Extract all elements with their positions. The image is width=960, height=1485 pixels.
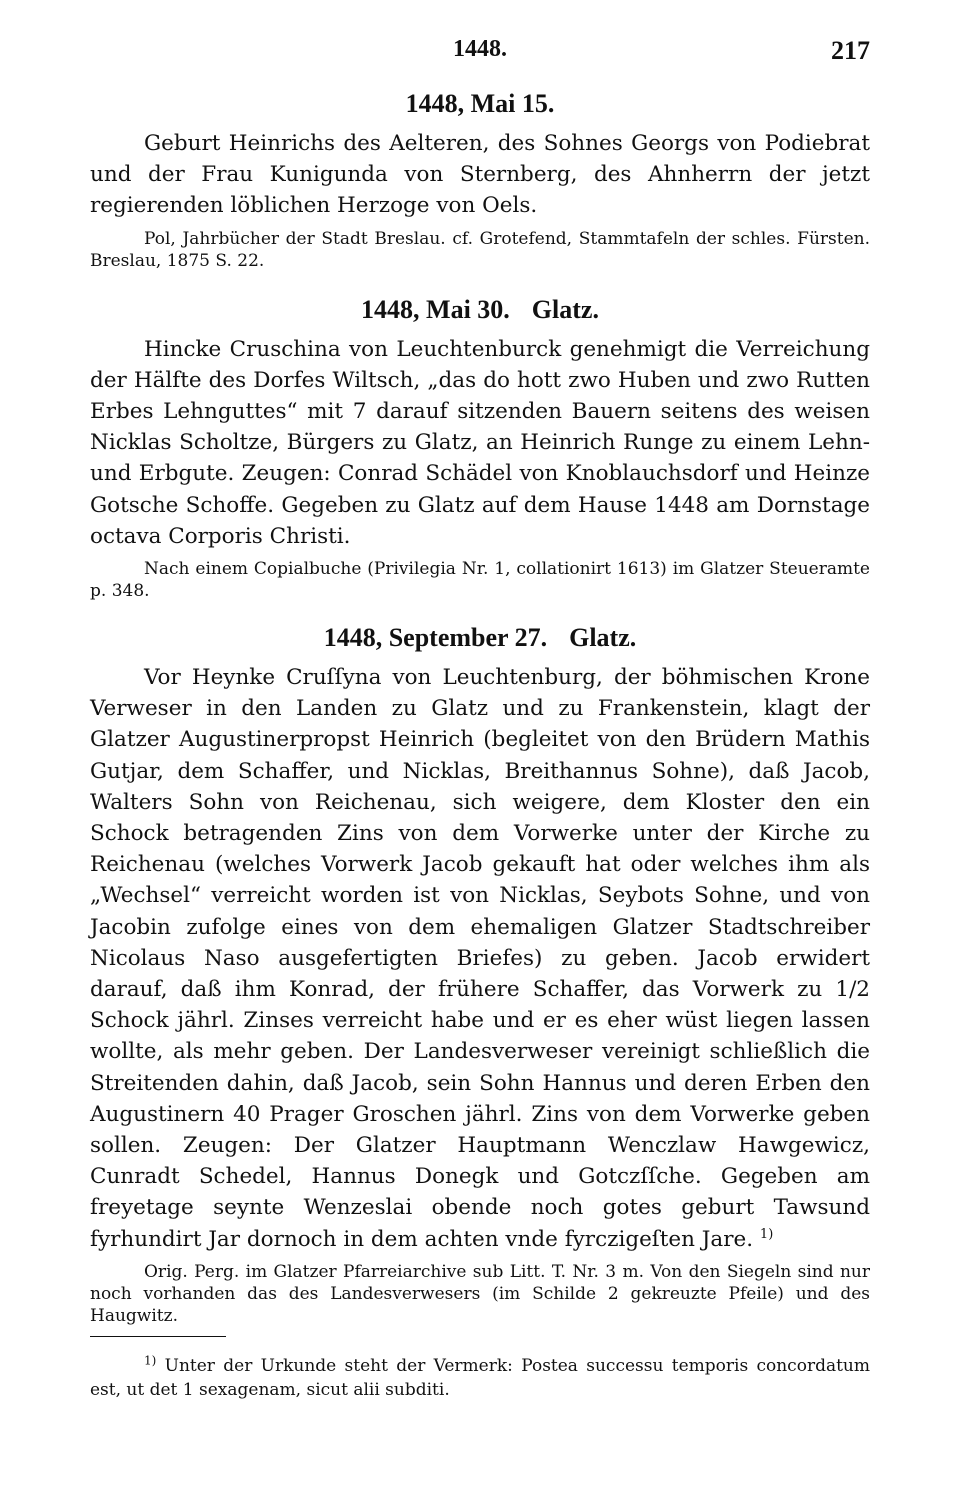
page-number: 217	[831, 36, 870, 65]
footnote-mark: 1)	[144, 1353, 157, 1368]
entry-text-body: Vor Heynke Cruſſyna von Leuchtenburg, der böhmischen Krone Verweser in den Landen zu Glatz und zu Frankenstein, klagt der Glatzer Augustinerpropst Heinrich (begleitet von den Brüdern Mathis Gutjar, dem Schaffer, und Nicklas, Breithannus Sohne), daß Jacob, Walters Sohn von Reichenau, sich weigere, dem Kloster den ein Schock betragenden Zins von dem Vorwerke unter der Kirche zu Reichenau (welches Vorwerk Jacob gekauft hat oder welches ihm als „Wechsel“ verreicht worden ist von Nicklas, Seybots Sohne, und von Jacobin zufolge eines von dem ehemaligen Glatzer Stadtschreiber Nicolaus Naso ausgefertigten Briefes) zu geben. Jacob erwidert darauf, daß ihm Konrad, der frühere Schaffer, das Vorwerk zu 1/2 Schock jährl. Zinses verreicht habe und er es eher wüst liegen lassen wollte, als mehr geben. Der Landesverweser vereinigt schließlich die Streitenden dahin, daß Jacob, sein Sohn Hannus und deren Erben den Augustinern 40 Prager Groschen jährl. Zins von dem Vorwerke geben sollen. Zeugen: Der Glatzer Hauptmann Wenczlaw Hawgewicz, Cunradt Schedel, Hannus Donegk und Gotczſſche. Gegeben am freyetage seynte Wenzeslai obende noch gotes geburt Tawsund fyrhundirt Jar dornoch in dem achten vnde fyrczigeſten Jare.	[90, 665, 870, 1252]
entry-source: Nach einem Copialbuche (Privilegia Nr. 1, collationirt 1613) im Glatzer Steueramte p. 348.	[90, 559, 870, 602]
section-spacer	[90, 602, 870, 622]
entry-place: Glatz.	[531, 294, 599, 324]
entry-place: Glatz.	[569, 623, 637, 653]
footnote	[90, 1354, 870, 1402]
entry-text: Geburt Heinrichs des Aelteren, des Sohnes Georgs von Podiebrat und der Frau Kunigunda von Sternberg, des Ahnherrn der jetzt regierenden löblichen Herzoge von Oels.	[90, 131, 870, 219]
entry-title	[90, 294, 870, 326]
footnote-divider	[90, 1336, 226, 1337]
running-head: 1448.	[453, 36, 507, 62]
entry-1448-mai-15	[90, 88, 870, 272]
entry-date: 1448, Mai 30.	[361, 294, 510, 324]
entry-title	[90, 622, 870, 654]
entry-date: 1448, Mai 15.	[405, 89, 555, 118]
page-header	[90, 36, 870, 72]
entry-source: Orig. Perg. im Glatzer Pfarreiarchive sub Litt. T. Nr. 3 m. Von den Siegeln sind nur noch vorhanden das des Landesverwesers (im Schilde 2 gekreuzte Pfeile) und des Haugwitz.	[90, 1261, 870, 1326]
footnote-text: Unter der Urkunde steht der Vermerk: Postea successu temporis concordatum est, ut det 1 sexagenam, sicut alii subditi.	[90, 1356, 870, 1400]
entry-1448-mai-30	[90, 294, 870, 602]
entry-1448-september-27	[90, 622, 870, 1327]
entry-date: 1448, September 27.	[323, 623, 548, 653]
page-content	[90, 88, 870, 1327]
footnote-reference: 1)	[759, 1226, 774, 1242]
entry-text: Hincke Cruschina von Leuchtenburck genehmigt die Verreichung der Hälfte des Dorfes Wiltsch, „das do hott zwo Huben und zwo Rutten Erbes Lehnguttes“ mit 7 darauf sitzenden Bauern seitens des weisen Nicklas Scholtze, Bürgers zu Glatz, an Heinrich Runge zu einem Lehn- und Erbgute. Zeugen: Conrad Schädel von Knoblauchsdorf und Heinze Gotsche Schoffe. Gegeben zu Glatz auf dem Hause 1448 am Dornstage octava Corporis Christi.	[90, 336, 870, 549]
entry-source: Pol, Jahrbücher der Stadt Breslau. cf. Grotefend, Stammtafeln der schles. Fürsten. Breslau, 1875 S. 22.	[90, 228, 870, 271]
entry-text	[90, 662, 870, 1255]
entry-title	[90, 88, 870, 120]
section-spacer	[90, 272, 870, 294]
